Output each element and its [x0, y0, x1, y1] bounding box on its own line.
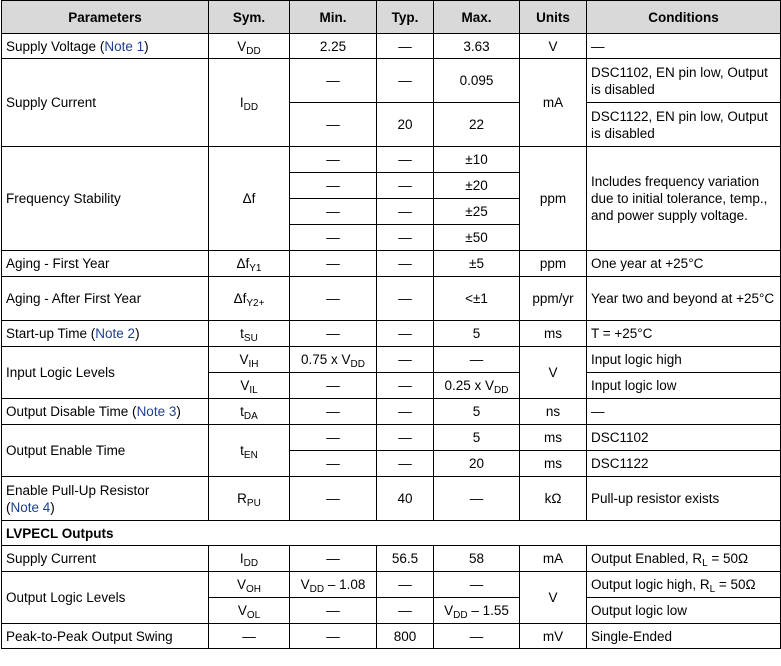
min-cell: —: [290, 425, 377, 451]
header-max: Max.: [434, 1, 520, 34]
units-cell: mA: [520, 59, 587, 147]
max-cell: ±50: [434, 225, 520, 251]
cond-cell: T = +25°C: [587, 321, 781, 347]
units-cell: ppm/yr: [520, 277, 587, 321]
units-cell: kΩ: [520, 477, 587, 521]
min-cell: —: [290, 399, 377, 425]
min-cell: 2.25: [290, 34, 377, 59]
header-sym: Sym.: [209, 1, 290, 34]
param-aging-first-year: Aging - First Year: [2, 251, 209, 277]
header-parameters: Parameters: [2, 1, 209, 34]
cond-cell: Input logic low: [587, 373, 781, 399]
min-cell: —: [290, 277, 377, 321]
cond-cell: Pull-up resistor exists: [587, 477, 781, 521]
typ-cell: —: [377, 34, 434, 59]
max-cell: 22: [434, 103, 520, 147]
table-row: [2, 251, 781, 277]
max-cell: ±20: [434, 173, 520, 199]
sym-cell: $\Delta f_{Y2+}$: [209, 277, 290, 321]
sym-cell: $t_{EN}$: [209, 425, 290, 477]
units-cell: V: [520, 347, 587, 399]
max-cell: —: [434, 347, 520, 373]
param-supply-current: Supply Current: [2, 59, 209, 147]
header-units: Units: [520, 1, 587, 34]
max-cell: ±10: [434, 147, 520, 173]
min-cell: —: [290, 251, 377, 277]
typ-cell: —: [377, 425, 434, 451]
cond-cell: Input logic high: [587, 347, 781, 373]
min-cell: —: [290, 451, 377, 477]
sym-cell: $I_{DD}$: [209, 546, 290, 572]
min-cell: —: [290, 173, 377, 199]
table-row: [2, 321, 781, 347]
typ-cell: —: [377, 347, 434, 373]
units-cell: ppm: [520, 251, 587, 277]
param-supply-voltage: Supply Voltage (Note 1): [2, 34, 209, 59]
cond-cell: Single-Ended: [587, 624, 781, 649]
max-cell: <±1: [434, 277, 520, 321]
sym-cell: $I_{DD}$: [209, 59, 290, 147]
cond-cell: One year at +25°C: [587, 251, 781, 277]
param-frequency-stability: Frequency Stability: [2, 147, 209, 251]
typ-cell: —: [377, 59, 434, 103]
sym-cell: $\Delta f_{Y1}$: [209, 251, 290, 277]
min-cell: —: [290, 598, 377, 624]
param-aging-after-first-year: Aging - After First Year: [2, 277, 209, 321]
typ-cell: —: [377, 199, 434, 225]
max-cell: 5: [434, 425, 520, 451]
max-cell: —: [434, 624, 520, 649]
table-row: [2, 147, 781, 173]
note-link[interactable]: Note 4: [10, 499, 51, 515]
sym-cell: —: [209, 624, 290, 649]
units-cell: ppm: [520, 147, 587, 251]
max-cell: 5: [434, 321, 520, 347]
min-cell: —: [290, 147, 377, 173]
min-cell: —: [290, 373, 377, 399]
min-cell: —: [290, 624, 377, 649]
cond-cell: —: [587, 34, 781, 59]
max-cell: 5: [434, 399, 520, 425]
cond-cell: —: [587, 399, 781, 425]
note-link[interactable]: Note 3: [136, 404, 177, 419]
typ-cell: —: [377, 173, 434, 199]
cond-cell: Output logic high, $R_L = 50\Omega$: [587, 572, 781, 598]
table-row: [2, 347, 781, 373]
max-cell: ±25: [434, 199, 520, 225]
sym-cell: $V_{IH}$: [209, 347, 290, 373]
typ-cell: —: [377, 147, 434, 173]
cond-cell: Includes frequency variation due to initial tolerance, temp., and power supply voltage.: [587, 147, 781, 251]
max-cell: 20: [434, 451, 520, 477]
typ-cell: —: [377, 399, 434, 425]
table-row: [2, 277, 781, 321]
sym-cell: $R_{PU}$: [209, 477, 290, 521]
section-lvpecl-outputs: LVPECL Outputs: [2, 521, 781, 546]
header-conditions: Conditions: [587, 1, 781, 34]
table-row: [2, 477, 781, 521]
min-cell: —: [290, 225, 377, 251]
typ-cell: —: [377, 321, 434, 347]
min-cell: —: [290, 546, 377, 572]
param-lvpecl-supply-current: Supply Current: [2, 546, 209, 572]
units-cell: V: [520, 572, 587, 624]
typ-cell: —: [377, 251, 434, 277]
typ-cell: —: [377, 451, 434, 477]
header-min: Min.: [290, 1, 377, 34]
param-output-disable-time: Output Disable Time (Note 3): [2, 399, 209, 425]
units-cell: V: [520, 34, 587, 59]
param-output-enable-time: Output Enable Time: [2, 425, 209, 477]
note-link[interactable]: Note 1: [104, 38, 145, 54]
min-cell: 0.75 x $V_{DD}$: [290, 347, 377, 373]
max-cell: 0.25 x $V_{DD}$: [434, 373, 520, 399]
units-cell: ns: [520, 399, 587, 425]
typ-cell: 20: [377, 103, 434, 147]
table-row: [2, 572, 781, 598]
param-enable-pullup-resistor: Enable Pull-Up Resistor (Note 4): [2, 477, 209, 521]
table-row: [2, 521, 781, 546]
min-cell: —: [290, 477, 377, 521]
min-cell: —: [290, 199, 377, 225]
min-cell: —: [290, 59, 377, 103]
typ-cell: —: [377, 572, 434, 598]
param-startup-time: Start-up Time (Note 2): [2, 321, 209, 347]
param-peak-to-peak-output-swing: Peak-to-Peak Output Swing: [2, 624, 209, 649]
cond-cell: Output Enabled, $R_L = 50\Omega$: [587, 546, 781, 572]
typ-cell: —: [377, 598, 434, 624]
units-cell: mA: [520, 546, 587, 572]
table-header-row: [2, 1, 781, 34]
param-output-logic-levels: Output Logic Levels: [2, 572, 209, 624]
typ-cell: 56.5: [377, 546, 434, 572]
sym-cell: $V_{IL}$: [209, 373, 290, 399]
typ-cell: —: [377, 373, 434, 399]
min-cell: —: [290, 321, 377, 347]
table-row: [2, 399, 781, 425]
cond-cell: Year two and beyond at +25°C: [587, 277, 781, 321]
table-row: [2, 34, 781, 59]
units-cell: ms: [520, 321, 587, 347]
sym-cell: Δf: [209, 147, 290, 251]
max-cell: $V_{DD} - 1.55$: [434, 598, 520, 624]
typ-cell: —: [377, 225, 434, 251]
cond-cell: DSC1122: [587, 451, 781, 477]
typ-cell: 40: [377, 477, 434, 521]
table-row: [2, 546, 781, 572]
note-link[interactable]: Note 2: [95, 326, 136, 341]
sym-cell: $V_{OL}$: [209, 598, 290, 624]
max-cell: ±5: [434, 251, 520, 277]
cond-cell: DSC1102: [587, 425, 781, 451]
units-cell: ms: [520, 451, 587, 477]
param-input-logic-levels: Input Logic Levels: [2, 347, 209, 399]
max-cell: —: [434, 572, 520, 598]
units-cell: mV: [520, 624, 587, 649]
max-cell: 58: [434, 546, 520, 572]
min-cell: $V_{DD} - 1.08$: [290, 572, 377, 598]
max-cell: 0.095: [434, 59, 520, 103]
cond-cell: DSC1102, EN pin low, Output is disabled: [587, 59, 781, 103]
table-row: [2, 624, 781, 649]
header-typ: Typ.: [377, 1, 434, 34]
sym-cell: $V_{OH}$: [209, 572, 290, 598]
max-cell: 3.63: [434, 34, 520, 59]
sym-cell: $V_{DD}$: [209, 34, 290, 59]
max-cell: —: [434, 477, 520, 521]
sym-cell: $t_{DA}$: [209, 399, 290, 425]
cond-cell: DSC1122, EN pin low, Output is disabled: [587, 103, 781, 147]
table-row: [2, 59, 781, 103]
units-cell: ms: [520, 425, 587, 451]
typ-cell: 800: [377, 624, 434, 649]
table-row: [2, 425, 781, 451]
cond-cell: Output logic low: [587, 598, 781, 624]
min-cell: —: [290, 103, 377, 147]
sym-cell: $t_{SU}$: [209, 321, 290, 347]
electrical-characteristics-table: [1, 0, 781, 649]
typ-cell: —: [377, 277, 434, 321]
